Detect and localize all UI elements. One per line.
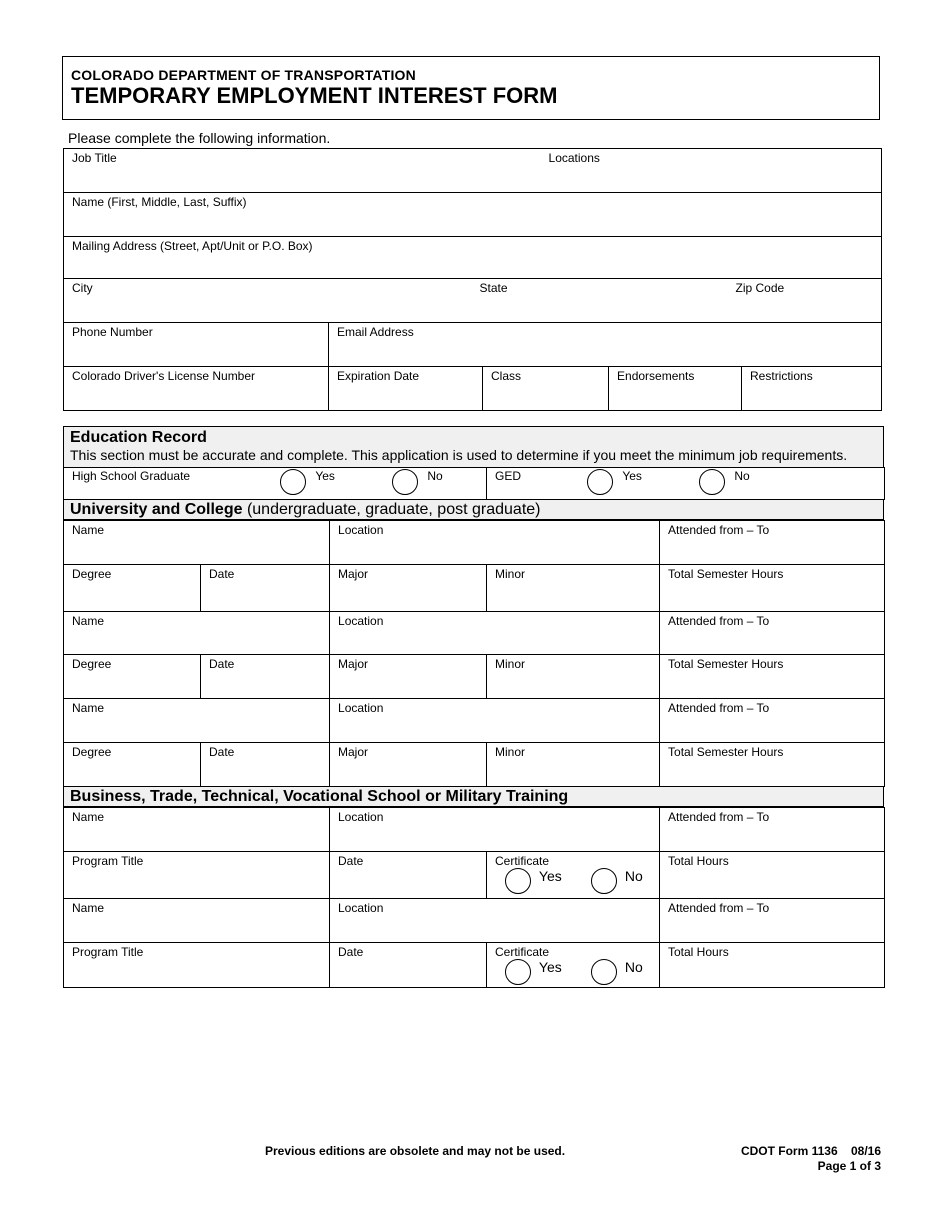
biz1-program-title[interactable]: Program Title (64, 852, 330, 899)
ged-yes-radio[interactable] (587, 469, 613, 495)
uni1-name[interactable]: Name (64, 521, 330, 565)
expiration-date-field[interactable] (329, 367, 483, 411)
license-number-label: Colorado Driver's License Number (72, 369, 256, 383)
biz2-name[interactable]: Name (64, 899, 330, 943)
class-label: Class (491, 369, 522, 383)
expiration-date-label: Expiration Date (337, 369, 420, 383)
state-field[interactable] (479, 279, 742, 323)
personal-info-table (63, 148, 882, 411)
job-title-label: Job Title (72, 151, 117, 165)
endorsements-label: Endorsements (617, 369, 695, 383)
city-field[interactable] (64, 279, 490, 323)
biz2-cert-no-radio[interactable] (591, 959, 617, 985)
ged-yes-label: Yes (622, 469, 642, 483)
hs-yes-label: Yes (315, 469, 335, 483)
biz1-cert-yes-radio[interactable] (505, 868, 531, 894)
email-address-label: Email Address (337, 325, 414, 339)
biz2-program-title[interactable]: Program Title (64, 943, 330, 988)
uni2-semester-hours[interactable]: Total Semester Hours (660, 655, 885, 699)
form-id (741, 1144, 881, 1174)
state-label: State (479, 281, 508, 295)
education-description: This section must be accurate and complete. This application is used to determine if you meet the minimum job requirements. (70, 447, 848, 463)
uni3-semester-hours[interactable]: Total Semester Hours (660, 743, 885, 787)
biz1-name[interactable]: Name (64, 808, 330, 852)
high-school-label: High School Graduate (72, 469, 191, 483)
uni1-major[interactable]: Major (330, 565, 487, 612)
biz2-location[interactable]: Location (330, 899, 660, 943)
biz1-certificate: Certificate Yes No (487, 852, 660, 899)
name-field[interactable] (64, 193, 882, 237)
education-heading: Education Record (70, 429, 207, 446)
intro-text: Please complete the following information. (68, 130, 331, 146)
city-label: City (72, 281, 93, 295)
page-number: Page 1 of 3 (817, 1159, 881, 1173)
university-heading: University and College (undergraduate, graduate, post graduate) (63, 500, 884, 520)
biz1-location[interactable]: Location (330, 808, 660, 852)
form-number: CDOT Form 1136 08/16 (740, 1144, 881, 1158)
ged-no-label: No (734, 469, 750, 483)
uni1-date[interactable]: Date (201, 565, 330, 612)
job-title-field[interactable] (64, 149, 609, 193)
uni3-degree[interactable]: Degree (64, 743, 201, 787)
mailing-address-field[interactable] (64, 237, 882, 279)
business-heading: Business, Trade, Technical, Vocational School or Military Training (63, 787, 884, 807)
uni2-date[interactable]: Date (201, 655, 330, 699)
zip-code-label: Zip Code (735, 281, 785, 295)
biz2-total-hours[interactable]: Total Hours (660, 943, 885, 988)
high-school-row (63, 467, 885, 500)
uni2-degree[interactable]: Degree (64, 655, 201, 699)
education-record-section (63, 426, 884, 988)
hs-yes-radio[interactable] (280, 469, 306, 495)
biz1-attended[interactable]: Attended from – To (660, 808, 885, 852)
restrictions-field[interactable] (742, 367, 882, 411)
hs-no-radio[interactable] (392, 469, 418, 495)
name-label: Name (First, Middle, Last, Suffix) (72, 195, 247, 209)
uni1-minor[interactable]: Minor (487, 565, 660, 612)
mailing-address-label: Mailing Address (Street, Apt/Unit or P.O. Box) (72, 239, 313, 253)
class-field[interactable] (483, 367, 609, 411)
email-address-field[interactable] (329, 323, 882, 367)
phone-number-field[interactable] (64, 323, 329, 367)
uni1-semester-hours[interactable]: Total Semester Hours (660, 565, 885, 612)
license-number-field[interactable] (64, 367, 329, 411)
biz1-cert-no-radio[interactable] (591, 868, 617, 894)
uni3-attended[interactable]: Attended from – To (660, 699, 885, 743)
business-table (63, 807, 885, 988)
uni3-date[interactable]: Date (201, 743, 330, 787)
uni1-location[interactable]: Location (330, 521, 660, 565)
uni3-location[interactable]: Location (330, 699, 660, 743)
education-header (63, 426, 884, 467)
locations-label: Locations (548, 151, 600, 165)
hs-no-label: No (427, 469, 443, 483)
biz1-total-hours[interactable]: Total Hours (660, 852, 885, 899)
restrictions-label: Restrictions (750, 369, 813, 383)
phone-number-label: Phone Number (72, 325, 153, 339)
department-name: COLORADO DEPARTMENT OF TRANSPORTATION (71, 67, 416, 83)
endorsements-field[interactable] (609, 367, 742, 411)
uni3-minor[interactable]: Minor (487, 743, 660, 787)
uni2-attended[interactable]: Attended from – To (660, 612, 885, 655)
uni2-minor[interactable]: Minor (487, 655, 660, 699)
uni3-major[interactable]: Major (330, 743, 487, 787)
uni2-name[interactable]: Name (64, 612, 330, 655)
form-header (62, 56, 880, 120)
uni1-attended[interactable]: Attended from – To (660, 521, 885, 565)
biz2-attended[interactable]: Attended from – To (660, 899, 885, 943)
ged-label: GED (495, 469, 522, 483)
locations-field[interactable] (548, 149, 882, 193)
university-table (63, 520, 885, 787)
biz2-date[interactable]: Date (330, 943, 487, 988)
footer-note: Previous editions are obsolete and may not be used. (265, 1144, 566, 1158)
biz2-cert-yes-radio[interactable] (505, 959, 531, 985)
uni1-degree[interactable]: Degree (64, 565, 201, 612)
uni2-location[interactable]: Location (330, 612, 660, 655)
ged-no-radio[interactable] (699, 469, 725, 495)
biz2-certificate: Certificate Yes No (487, 943, 660, 988)
uni2-major[interactable]: Major (330, 655, 487, 699)
uni3-name[interactable]: Name (64, 699, 330, 743)
form-title: TEMPORARY EMPLOYMENT INTEREST FORM (71, 83, 558, 108)
zip-code-field[interactable] (735, 279, 882, 323)
biz1-date[interactable]: Date (330, 852, 487, 899)
